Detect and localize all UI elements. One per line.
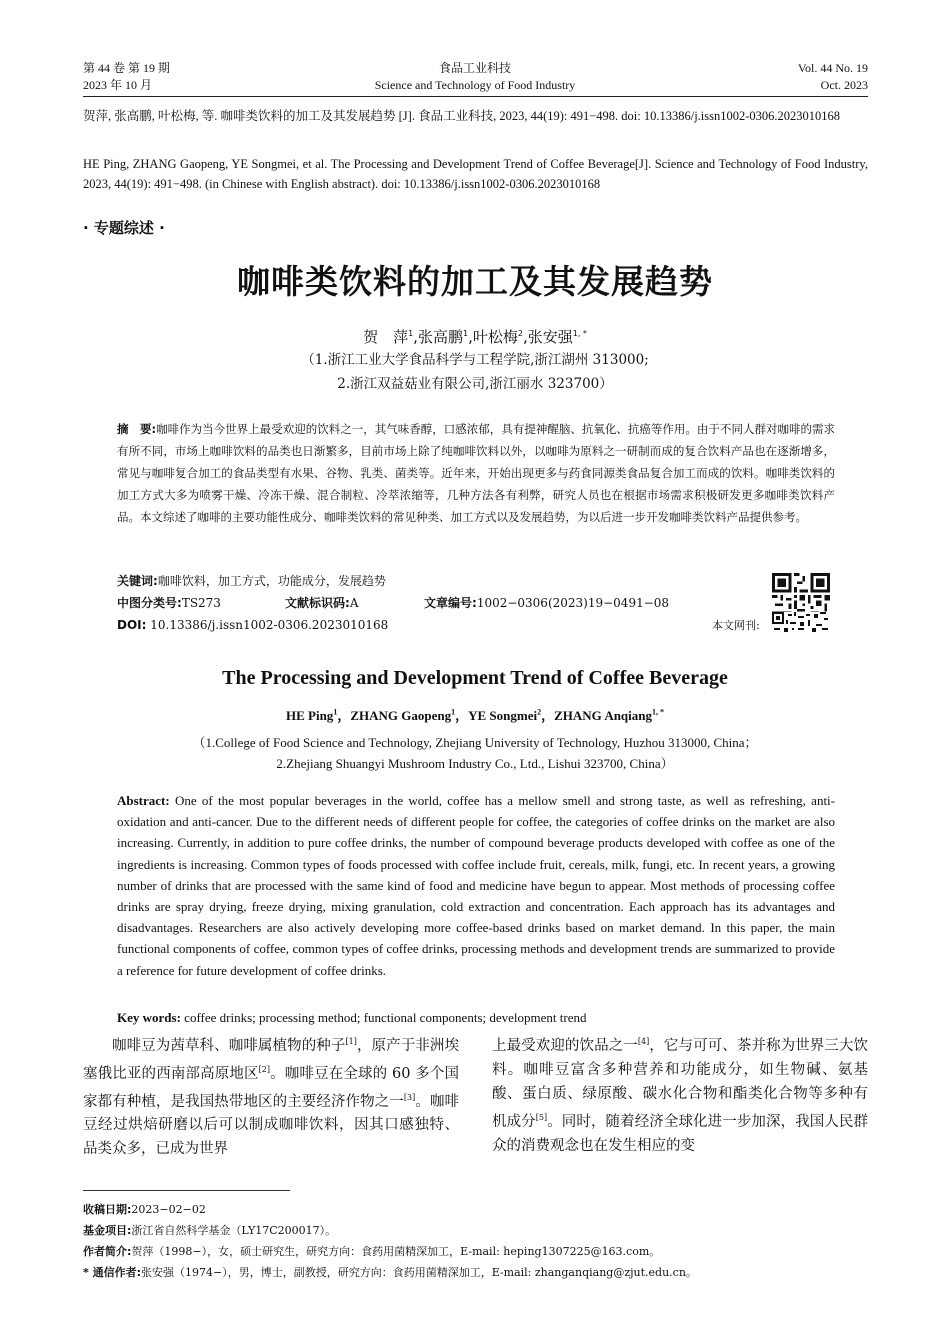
date-cn: 2023 年 10 月	[83, 78, 153, 92]
keywords-cn-label: 关键词:	[117, 574, 158, 588]
keywords-cn	[117, 570, 386, 592]
abstract-en-text: One of the most popular beverages in the world, coffee has a mellow smell and strong taste, as well as refreshing, anti-oxidation and anti-cancer. Due to the different needs of different people for coffee, the categories of coffee drinks on the market are also increasing. Currently, in addition to pure coffee drinks, the number of compound beverage products developed with coffee as one of the ingredients is increasing. Common types of foods processed with coffee include fruit, cereals, milk, fungi, etc. In recent years, a growing number of drinks that are processed with the same kind of food and medicine have begun to appear. Most methods of processing coffee drinks are spray drying, freeze drying, mixing granulation, cold extraction and concentration. Each approach has its advantages and disadvantages. Researchers are also actively developing more coffee-based drinks based on market demand. In this paper, the main functional components of coffee, common types of coffee drinks, processing methods and development trends are summarized to provide a reference for future development of coffee drinks.	[117, 793, 835, 978]
section-tag: · 专题综述 ·	[83, 219, 165, 237]
author-superscript-en: 1	[451, 707, 456, 717]
body-column-left	[83, 1030, 459, 1161]
title-cn: 咖啡类饮料的加工及其发展趋势	[237, 262, 713, 301]
doc-code	[285, 592, 358, 614]
reference-link[interactable]: [4]	[637, 1037, 650, 1046]
footnote-fund	[83, 1221, 868, 1240]
footnote-label: 基金项目:	[83, 1224, 132, 1237]
author-superscript: 1, *	[572, 329, 587, 338]
body-text: 。咖啡豆在全球的 60 多个国家都有种植，是我国热带地区的主要经济作物之一	[83, 1065, 459, 1110]
article-number	[424, 592, 669, 614]
volume-en: Vol. 44 No. 19	[797, 61, 868, 75]
author-superscript: 1	[408, 329, 414, 338]
footnote-value: 贺萍（1998−），女，硕士研究生，研究方向：食药用菌精深加工，E-mail: heping1307225@163.com。	[131, 1245, 661, 1258]
author-superscript: 1	[462, 329, 469, 338]
reference-link[interactable]: [3]	[403, 1092, 416, 1102]
keywords-en-text: coffee drinks; processing method; functional components; development trend	[184, 1010, 587, 1025]
title-en: The Processing and Development Trend of Coffee Beverage	[222, 667, 728, 689]
footnote-value: 张安强（1974−），男，博士，副教授，研究方向：食药用菌精深加工，E-mail: zhanganqiang@zjut.edu.cn。	[140, 1266, 697, 1279]
footnote-label: * 通信作者:	[83, 1266, 141, 1279]
qr-code-small-icon[interactable]	[772, 612, 830, 632]
article-number-value: 1002−0306(2023)19−0491−08	[476, 596, 670, 610]
date-en: Oct. 2023	[820, 78, 868, 92]
affiliation-cn-2: 2.浙江双益菇业有限公司,浙江丽水 323700）	[337, 376, 613, 392]
footnote-label: 作者简介:	[83, 1245, 132, 1258]
body-column-right	[492, 1030, 868, 1158]
footnote-value: 2023−02−02	[131, 1203, 206, 1216]
footnote-rule	[83, 1190, 290, 1191]
doi-value: 10.13386/j.issn1002-0306.2023010168	[150, 618, 389, 632]
body-text: 。咖啡豆经过烘焙研磨以后可以制成咖啡饮料，因其口感独特、品类众多，已成为世界	[83, 1093, 460, 1158]
footnote-value: 浙江省自然科学基金（LY17C200017）。	[131, 1224, 337, 1237]
affiliation-en-1: （1.College of Food Science and Technology, Zhejiang University of Technology, Huzhou 313000, China；	[192, 735, 758, 750]
author-superscript-en: 1, *	[652, 707, 665, 717]
author-name: 贺 萍	[363, 328, 409, 346]
author-name-en: HE Ping	[285, 708, 334, 723]
authors-cn	[0, 326, 950, 347]
doi-line	[117, 614, 388, 636]
author-separator: ,	[413, 328, 418, 346]
header-rule	[83, 96, 868, 97]
author-superscript-en: 1	[333, 707, 338, 717]
body-text: 。同时，随着经济全球化进一步加深，我国人民群众的消费观念也在发生相应的变	[492, 1113, 869, 1154]
author-name: 张安强	[527, 328, 573, 346]
body-text: 上最受欢迎的饮品之一	[492, 1037, 638, 1054]
body-text: ，原产于非洲埃塞俄比亚的西南部高原地区	[83, 1037, 459, 1082]
author-name: 张高鹏	[417, 328, 463, 346]
footnote-author	[83, 1242, 868, 1261]
footnote-corresponding	[83, 1263, 868, 1282]
citation-en: HE Ping, ZHANG Gaopeng, YE Songmei, et al. The Processing and Development Trend of Coffee Beverage[J]. Science and Technology of Food Industry, 2023, 44(19): 491−498. (in Chinese with English abstract). doi: 10.13386/j.issn1002-0306.2023010168	[83, 157, 868, 191]
volume-cn: 第 44 卷 第 19 期	[83, 61, 171, 75]
abstract-en-label: Abstract:	[117, 793, 170, 808]
abstract-cn	[117, 418, 835, 528]
reference-link[interactable]: [2]	[258, 1064, 271, 1074]
clc-label: 中图分类号:	[117, 596, 182, 610]
body-text: 咖啡豆为茜草科、咖啡属植物的种子	[112, 1037, 346, 1054]
author-separator-en: ，	[455, 708, 469, 723]
author-superscript: 2	[517, 329, 523, 338]
clc-value: TS273	[181, 596, 221, 610]
keywords-en	[117, 1007, 835, 1028]
footnote-received	[83, 1200, 868, 1219]
doc-code-label: 文献标识码:	[285, 596, 350, 610]
author-name-en: ZHANG Anqiang	[554, 708, 653, 723]
author-name: 叶松梅	[472, 328, 518, 346]
doc-code-value: A	[349, 596, 359, 610]
affiliation-cn-1: （1.浙江工业大学食品科学与工程学院,浙江湖州 313000;	[301, 352, 649, 368]
author-superscript-en: 2	[537, 707, 542, 717]
abstract-en	[117, 790, 835, 981]
author-name-en: ZHANG Gaopeng	[350, 708, 452, 723]
doi-label: DOI:	[117, 618, 147, 632]
qr-caption: 本文网刊:	[712, 619, 760, 632]
footnote-label: 收稿日期:	[83, 1203, 132, 1216]
keywords-cn-text: 咖啡饮料，加工方式，功能成分，发展趋势	[157, 574, 386, 588]
header-right	[798, 60, 868, 94]
author-separator: ,	[522, 328, 528, 346]
authors-en	[0, 705, 950, 724]
abstract-cn-text: 咖啡作为当今世界上最受欢迎的饮料之一，其气味香醇，口感浓郁，具有提神醒脑、抗氧化、抗癌等作用。由于不同人群对咖啡的需求有所不同，市场上咖啡饮料的品类也日渐繁多，目前市场上除了纯咖啡饮料以外，以咖啡为原料之一研制而成的复合饮料产品也在逐渐增多，常见与咖啡复合加工的食品类型有水果、谷物、乳类、菌类等。近年来，开始出现更多与药食同源类食品复合加工而成的饮料。咖啡类饮料的加工方式大多为喷雾干燥、冷冻干燥、混合制粒、冷萃浓缩等，几种方法各有利弊，研究人员也在根据市场需求积极研发更多咖啡类饮料产品。本文综述了咖啡的主要功能性成分、咖啡类饮料的常见种类、加工方式以及发展趋势，为以后进一步开发咖啡类饮料产品提供参考。	[117, 422, 835, 524]
author-name-en: YE Songmei	[468, 708, 538, 723]
journal-name-cn: 食品工业科技	[438, 61, 511, 75]
author-separator-en: ，	[337, 708, 351, 723]
citation-cn: 贺萍, 张高鹏, 叶松梅, 等. 咖啡类饮料的加工及其发展趋势 [J]. 食品工业科技, 2023, 44(19): 491−498. doi: 10.13386/j.issn1002-0306.2023010168	[83, 109, 841, 123]
reference-link[interactable]: [5]	[535, 1112, 548, 1122]
keywords-en-label: Key words:	[117, 1010, 181, 1025]
abstract-cn-label: 摘 要:	[117, 422, 157, 436]
journal-name-en: Science and Technology of Food Industry	[374, 78, 576, 92]
reference-link[interactable]: [1]	[345, 1037, 357, 1046]
author-separator-en: ，	[541, 708, 555, 723]
clc-number	[117, 592, 221, 614]
author-separator: ,	[468, 328, 473, 346]
article-number-label: 文章编号:	[424, 596, 477, 610]
body-text: ，它与可可、茶并称为世界三大饮料。咖啡豆富含多种营养和功能成分，如生物碱、氨基酸、蛋白质、绿原酸、碳水化合物和酯类化合物等多种有机成分	[492, 1037, 869, 1130]
affiliation-en-2: 2.Zhejiang Shuangyi Mushroom Industry Co., Ltd., Lishui 323700, China）	[276, 756, 674, 771]
